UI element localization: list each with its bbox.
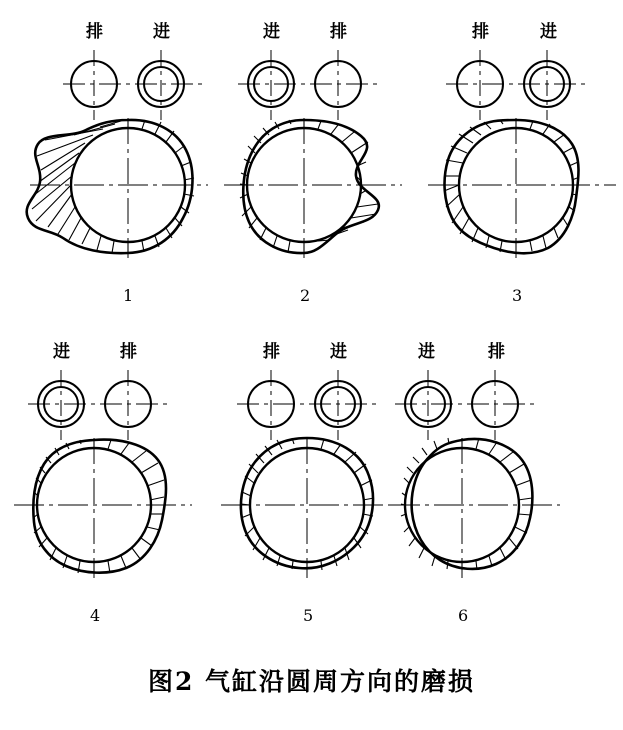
panel-1-drawing — [8, 10, 208, 300]
panel-6 — [390, 330, 590, 630]
panel-2 — [218, 10, 418, 310]
panel-3-wear-outline — [445, 120, 579, 253]
panel-3-right-port-label: 进 — [540, 22, 557, 42]
panel-1-number: 1 — [123, 286, 134, 305]
panel-5 — [215, 330, 415, 630]
panel-1-left-port-label: 排 — [86, 22, 103, 42]
panel-6-right-port-label: 排 — [488, 342, 505, 362]
panel-4-drawing — [8, 330, 208, 620]
panel-4 — [8, 330, 208, 630]
panel-4-number: 4 — [90, 606, 101, 625]
panel-3 — [420, 10, 620, 310]
panel-6-number: 6 — [458, 606, 469, 625]
panel-2-drawing — [218, 10, 418, 300]
panel-6-hatching — [401, 438, 532, 570]
panel-5-right-port-label: 进 — [330, 342, 347, 362]
panel-4-left-port-label: 进 — [53, 342, 70, 362]
panel-1 — [8, 10, 208, 310]
panel-3-number: 3 — [512, 286, 523, 305]
panel-4-right-port-label: 排 — [120, 342, 137, 362]
figure-caption: 图2 气缸沿圆周方向的磨损 — [147, 667, 476, 696]
panel-5-drawing — [215, 330, 415, 620]
panel-6-drawing — [390, 330, 590, 620]
panel-3-drawing — [420, 10, 620, 300]
panel-3-left-port-label: 排 — [472, 22, 489, 42]
panel-5-number: 5 — [303, 606, 314, 625]
panel-1-hatching — [32, 120, 194, 253]
panel-2-left-port-label: 进 — [263, 22, 280, 42]
panel-2-right-port-label: 排 — [330, 22, 347, 42]
panel-6-left-port-label: 进 — [418, 342, 435, 362]
panel-1-right-port-label: 进 — [153, 22, 170, 42]
panel-5-left-port-label: 排 — [263, 342, 280, 362]
panel-2-number: 2 — [300, 286, 311, 305]
